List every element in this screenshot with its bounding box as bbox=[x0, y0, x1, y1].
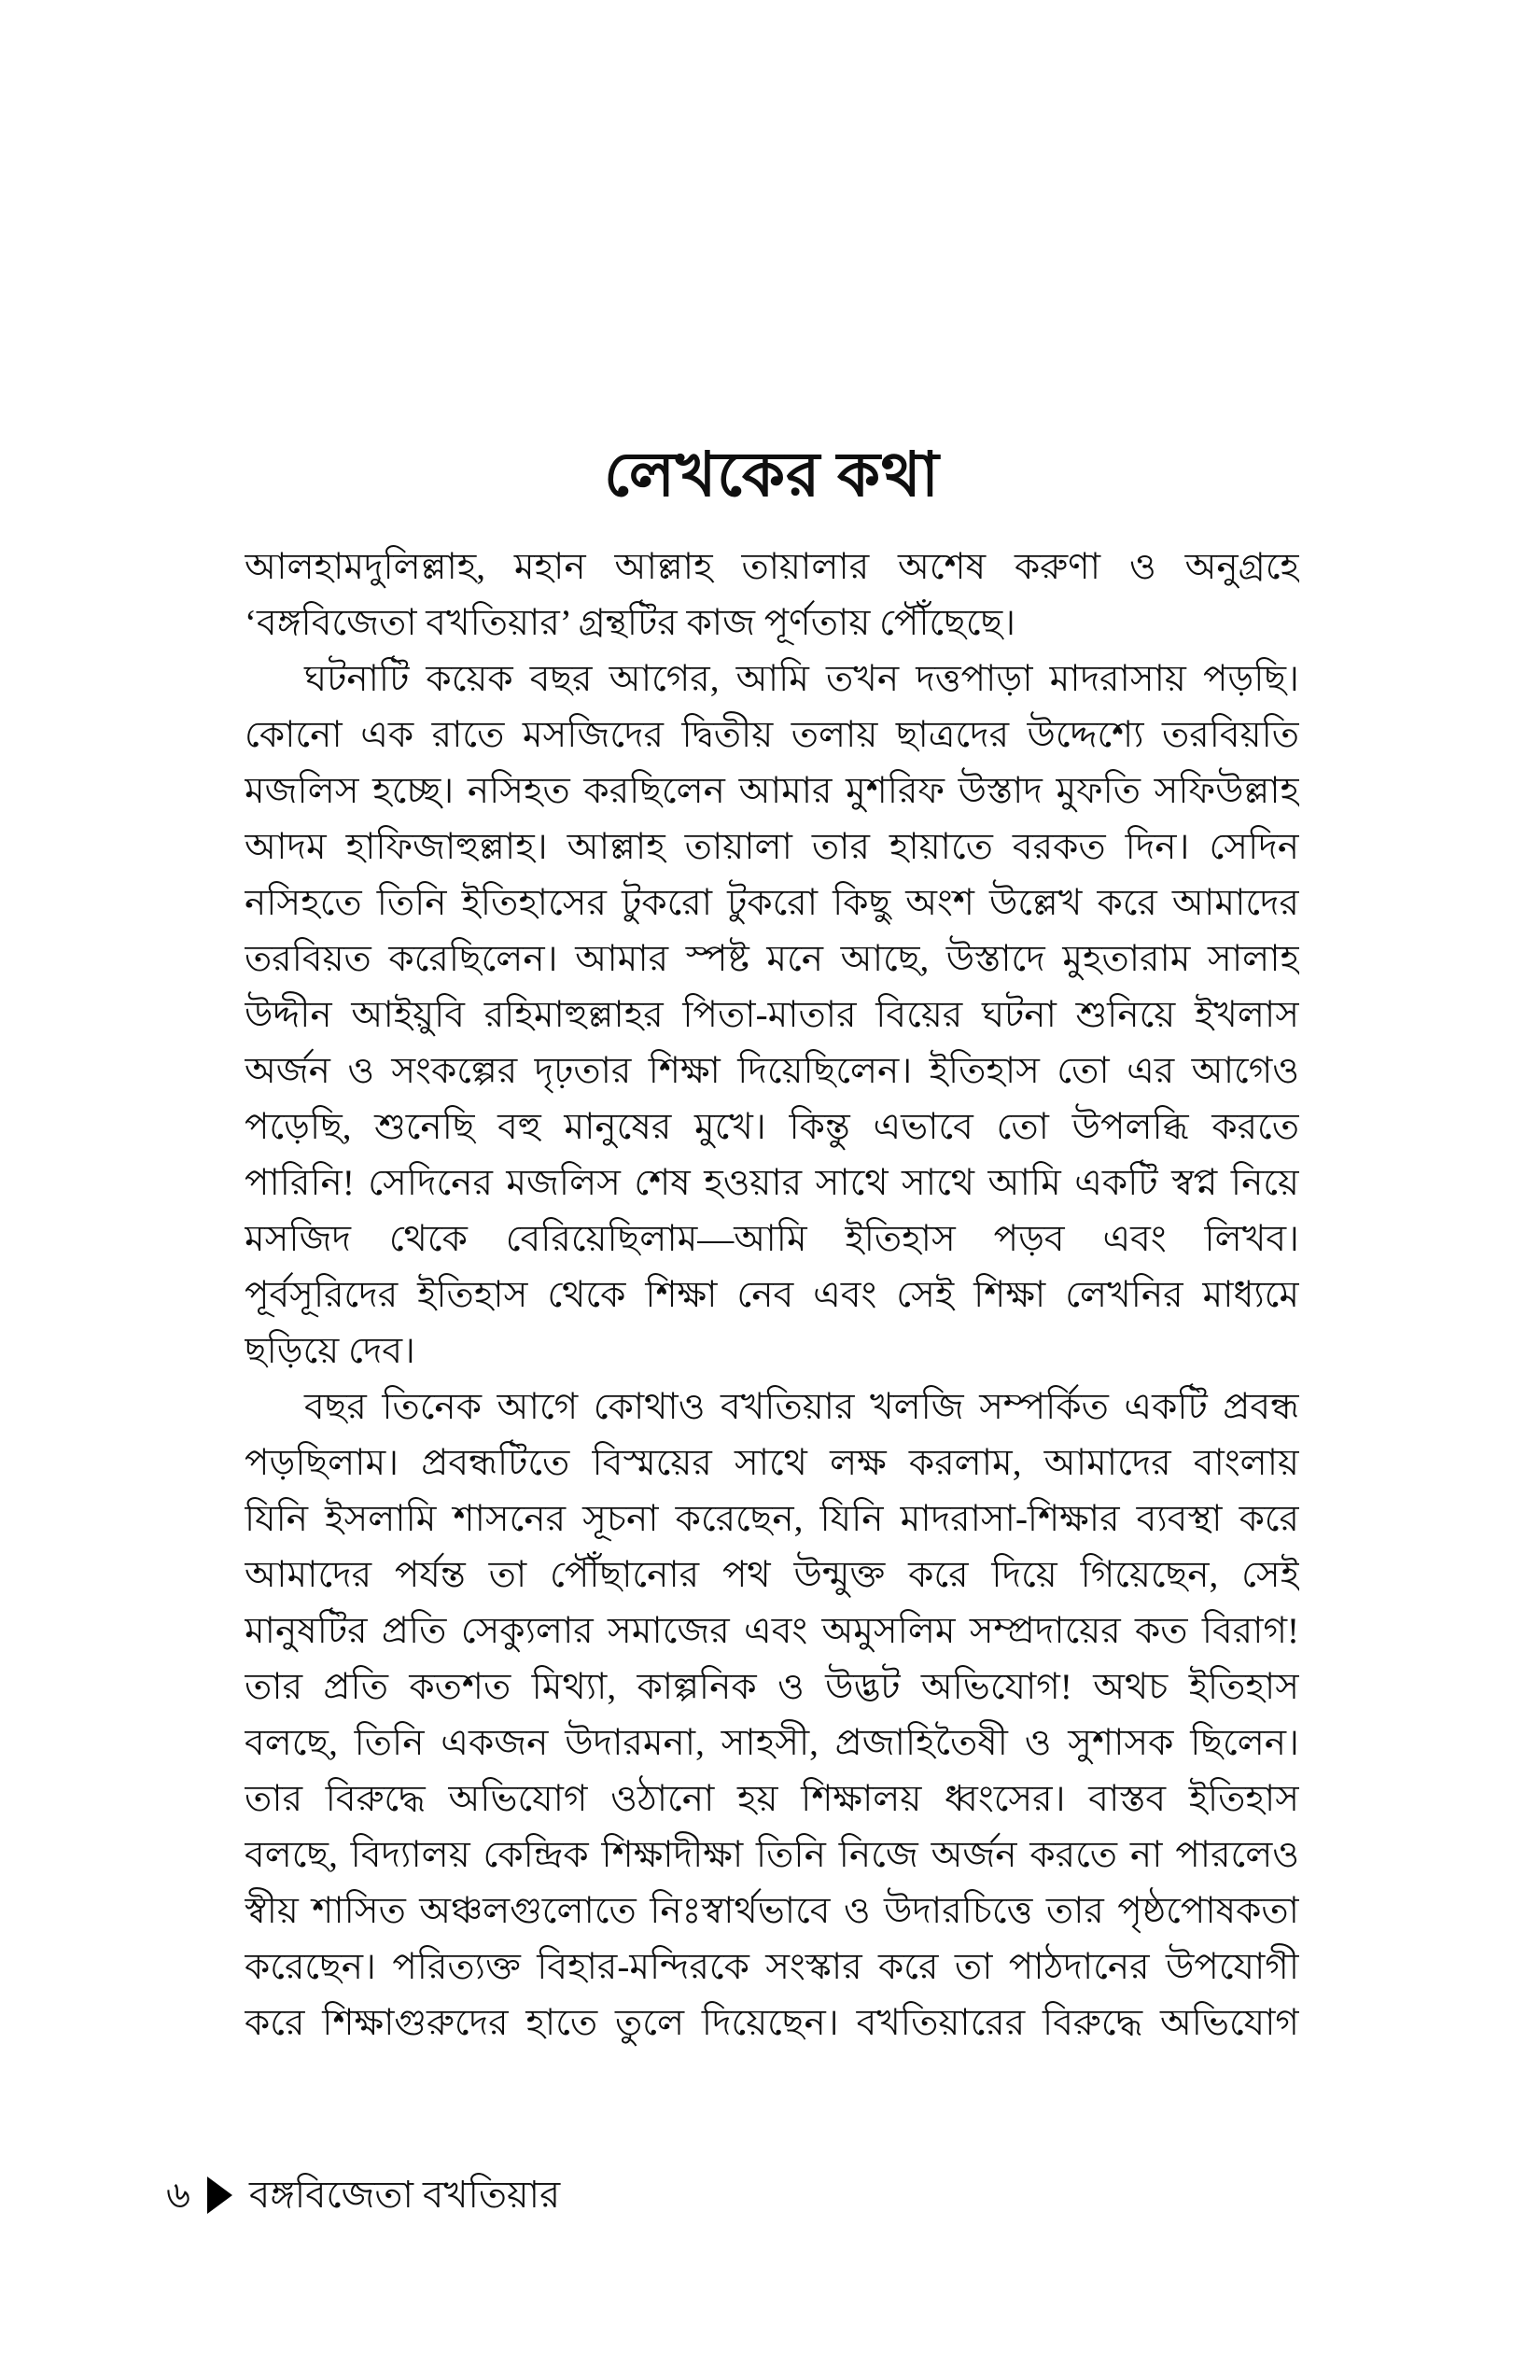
body-line: নসিহতে তিনি ইতিহাসের টুকরো টুকরো কিছু অংশ উল্লেখ করে আমাদের bbox=[245, 883, 1299, 923]
body-line: মসজিদ থেকে বেরিয়েছিলাম—আমি ইতিহাস পড়ব এবং লিখব। bbox=[245, 1219, 1299, 1259]
body-line: উদ্দীন আইয়ুবি রহিমাহুল্লাহর পিতা-মাতার বিয়ের ঘটনা শুনিয়ে ইখলাস bbox=[245, 995, 1299, 1035]
body-line: ‘বঙ্গবিজেতা বখতিয়ার’ গ্রন্থটির কাজ পূর্ণতায় পৌঁছেছে। bbox=[245, 603, 1016, 643]
body-line: আদম হাফিজাহুল্লাহ। আল্লাহ তায়ালা তার হায়াতে বরকত দিন। সেদিন bbox=[245, 827, 1299, 867]
body-line: যিনি ইসলামি শাসনের সূচনা করেছেন, যিনি মাদরাসা-শিক্ষার ব্যবস্থা করে bbox=[245, 1499, 1299, 1539]
body-line: পূর্বসূরিদের ইতিহাস থেকে শিক্ষা নেব এবং সেই শিক্ষা লেখনির মাধ্যমে bbox=[245, 1275, 1299, 1315]
body-line: বছর তিনেক আগে কোথাও বখতিয়ার খলজি সম্পর্কিত একটি প্রবন্ধ bbox=[304, 1387, 1299, 1427]
body-line: অর্জন ও সংকল্পের দৃঢ়তার শিক্ষা দিয়েছিলেন। ইতিহাস তো এর আগেও bbox=[245, 1051, 1299, 1091]
body-line: বলছে, তিনি একজন উদারমনা, সাহসী, প্রজাহিতৈষী ও সুশাসক ছিলেন। bbox=[245, 1723, 1299, 1763]
body-line: বলছে, বিদ্যালয় কেন্দ্রিক শিক্ষাদীক্ষা তিনি নিজে অর্জন করতে না পারলেও bbox=[245, 1835, 1299, 1875]
page-title: লেখকের কথা bbox=[604, 441, 940, 510]
footer-book-title: বঙ্গবিজেতা বখতিয়ার bbox=[249, 2174, 561, 2216]
body-line: স্বীয় শাসিত অঞ্চলগুলোতে নিঃস্বার্থভাবে ও উদারচিত্তে তার পৃষ্ঠপোষকতা bbox=[245, 1891, 1299, 1931]
body-line: ঘটনাটি কয়েক বছর আগের, আমি তখন দত্তপাড়া মাদরাসায় পড়ছি। bbox=[304, 659, 1299, 699]
body-line: কোনো এক রাতে মসজিদের দ্বিতীয় তলায় ছাত্রদের উদ্দেশ্যে তরবিয়তি bbox=[245, 715, 1299, 755]
body-line: তার প্রতি কতশত মিথ্যা, কাল্পনিক ও উদ্ভট অভিযোগ! অথচ ইতিহাস bbox=[245, 1667, 1299, 1707]
body-line: করেছেন। পরিত্যক্ত বিহার-মন্দিরকে সংস্কার করে তা পাঠদানের উপযোগী bbox=[245, 1947, 1299, 1987]
body-line: পড়েছি, শুনেছি বহু মানুষের মুখে। কিন্তু এভাবে তো উপলব্ধি করতে bbox=[245, 1107, 1299, 1147]
body-line: করে শিক্ষাগুরুদের হাতে তুলে দিয়েছেন। বখতিয়ারের বিরুদ্ধে অভিযোগ bbox=[245, 2003, 1299, 2043]
body-text bbox=[245, 539, 1299, 2051]
body-line: তার বিরুদ্ধে অভিযোগ ওঠানো হয় শিক্ষালয় ধ্বংসের। বাস্তব ইতিহাস bbox=[245, 1779, 1299, 1819]
body-line: মানুষটির প্রতি সেক্যুলার সমাজের এবং অমুসলিম সম্প্রদায়ের কত বিরাগ! bbox=[245, 1611, 1299, 1651]
body-line: মজলিস হচ্ছে। নসিহত করছিলেন আমার মুশরিফ উস্তাদ মুফতি সফিউল্লাহ bbox=[245, 771, 1299, 811]
right-triangle-icon bbox=[207, 2177, 232, 2214]
page-footer bbox=[166, 2171, 560, 2219]
page-number: ৬ bbox=[166, 2174, 191, 2216]
body-line: পারিনি! সেদিনের মজলিস শেষ হওয়ার সাথে সাথে আমি একটি স্বপ্ন নিয়ে bbox=[245, 1163, 1299, 1203]
body-line: আমাদের পর্যন্ত তা পৌঁছানোর পথ উন্মুক্ত করে দিয়ে গিয়েছেন, সেই bbox=[245, 1555, 1299, 1595]
body-line: পড়ছিলাম। প্রবন্ধটিতে বিস্ময়ের সাথে লক্ষ করলাম, আমাদের বাংলায় bbox=[245, 1443, 1299, 1483]
body-line: তরবিয়ত করেছিলেন। আমার স্পষ্ট মনে আছে, উস্তাদে মুহতারাম সালাহ bbox=[245, 939, 1299, 979]
body-line: আলহামদুলিল্লাহ, মহান আল্লাহ তায়ালার অশেষ করুণা ও অনুগ্রহে bbox=[245, 547, 1299, 587]
body-line: ছড়িয়ে দেব। bbox=[245, 1331, 415, 1371]
